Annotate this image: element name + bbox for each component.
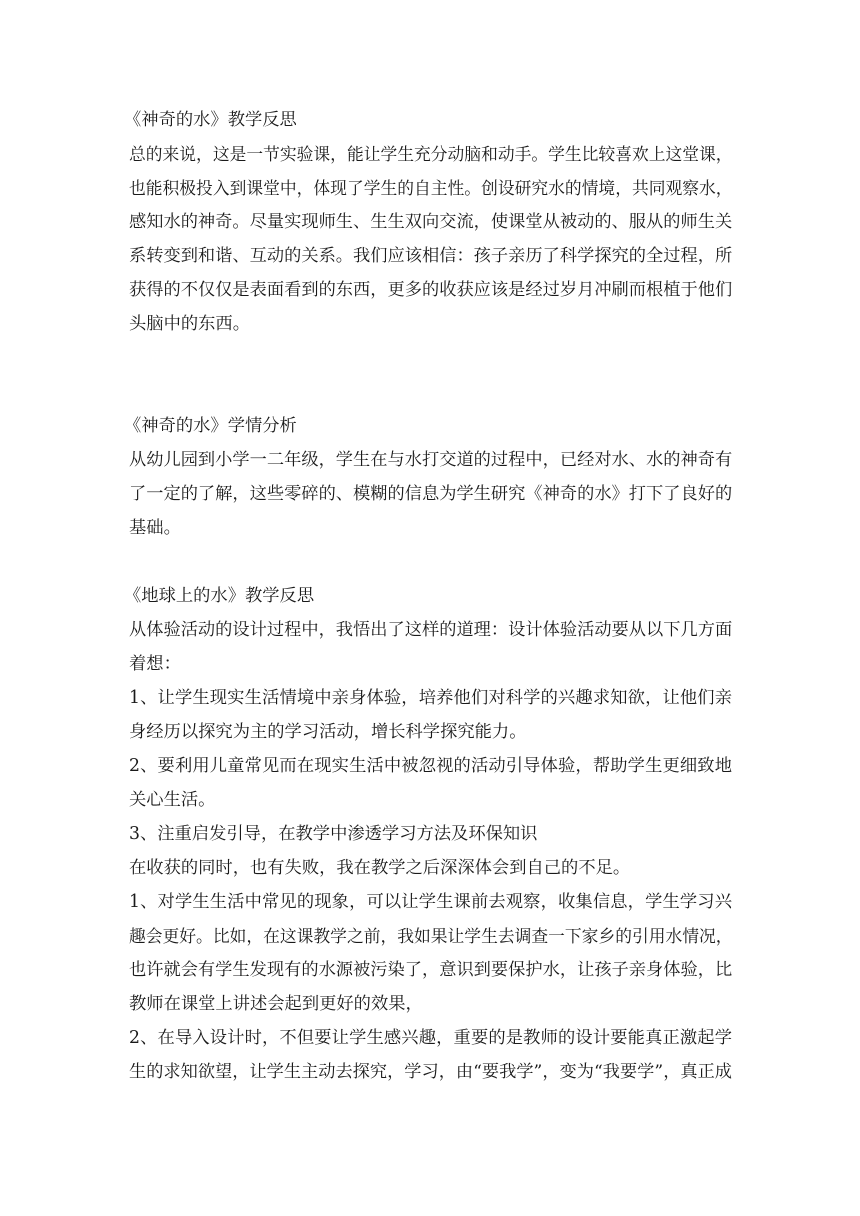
paragraph-line: 了一定的了解，这些零碎的、模糊的信息为学生研究《神奇的水》打下了良好的 — [129, 484, 733, 504]
paragraph-line: 2、要利用儿童常见而在现实生活中被忽视的活动引导体验，帮助学生更细致地 — [129, 756, 732, 776]
paragraph-line: 系转变到和谐、互动的关系。我们应该相信：孩子亲历了科学探究的全过程，所 — [129, 246, 733, 266]
section-title: 《神奇的水》教学反思 — [124, 110, 297, 130]
paragraph-line: 从体验活动的设计过程中，我悟出了这样的道理：设计体验活动要从以下几方面 — [129, 620, 733, 640]
paragraph-line: 也许就会有学生发现有的水源被污染了，意识到要保护水，让孩子亲身体验，比 — [129, 960, 733, 980]
paragraph-line: 头脑中的东西。 — [129, 314, 250, 334]
paragraph-line: 教师在课堂上讲述会起到更好的效果， — [129, 994, 423, 1014]
paragraph-line: 也能积极投入到课堂中，体现了学生的自主性。创设研究水的情境，共同观察水， — [129, 178, 733, 198]
section-title: 《神奇的水》学情分析 — [124, 416, 297, 436]
paragraph-line: 获得的不仅仅是表面看到的东西，更多的收获应该是经过岁月冲刷而根植于他们 — [129, 280, 733, 300]
section-title: 《地球上的水》教学反思 — [124, 586, 315, 606]
paragraph-line: 3、注重启发引导，在教学中渗透学习方法及环保知识 — [129, 824, 538, 844]
paragraph-line: 从幼儿园到小学一二年级，学生在与水打交道的过程中，已经对水、水的神奇有 — [129, 450, 733, 470]
paragraph-line: 1、对学生生活中常见的现象，可以让学生课前去观察，收集信息，学生学习兴 — [129, 892, 732, 912]
paragraph-line: 感知水的神奇。尽量实现师生、生生双向交流，使课堂从被动的、服从的师生关 — [129, 212, 733, 232]
paragraph-line: 趣会更好。比如，在这课教学之前，我如果让学生去调查一下家乡的引用水情况， — [129, 926, 733, 946]
paragraph-line: 2、在导入设计时，不但要让学生感兴趣，重要的是教师的设计要能真正激起学 — [129, 1028, 732, 1048]
paragraph-line: 基础。 — [129, 518, 181, 538]
paragraph-line: 1、让学生现实生活情境中亲身体验，培养他们对科学的兴趣求知欲，让他们亲 — [129, 688, 732, 708]
paragraph-line: 关心生活。 — [129, 790, 216, 810]
paragraph-line: 身经历以探究为主的学习活动，增长科学探究能力。 — [129, 722, 527, 742]
paragraph-line: 在收获的同时，也有失败，我在教学之后深深体会到自己的不足。 — [129, 858, 631, 878]
paragraph-line: 着想： — [129, 654, 181, 674]
paragraph-line: 总的来说，这是一节实验课，能让学生充分动脑和动手。学生比较喜欢上这堂课， — [129, 144, 733, 164]
paragraph-line: 生的求知欲望，让学生主动去探究，学习，由“要我学”，变为“我要学”，真正成 — [129, 1062, 732, 1082]
